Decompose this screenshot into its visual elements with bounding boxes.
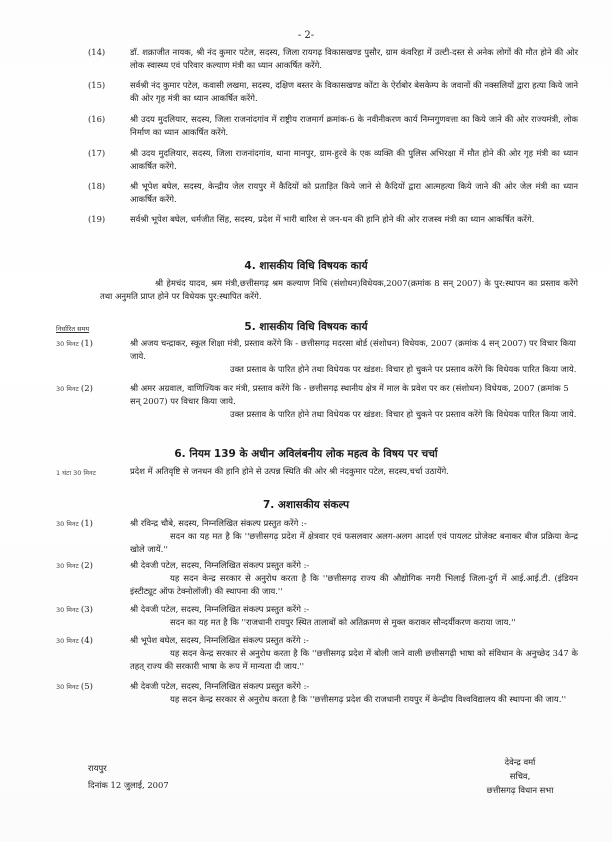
resolution-item xyxy=(130,603,578,629)
item-number: (4) xyxy=(80,636,93,646)
date: दिनांक 12 जुलाई, 2007 xyxy=(88,780,169,790)
time-text: 30 मिनट xyxy=(56,606,79,614)
section-6-heading: 6. नियम 139 के अधीन अविलंबनीय लोक महत्व के विषय पर चर्चा xyxy=(174,448,438,460)
page-number: - 2- xyxy=(297,30,315,41)
section-4-heading: 4. शासकीय विधि विषयक कार्य xyxy=(244,260,368,272)
bill-text: श्री अजय चन्द्राकर, स्कूल शिक्षा मंत्री, प्रस्ताव करेंगे कि - छत्तीसगढ़ मदरसा बोर्ड (संशोधन) विधेयक, 2007 (क्रमांक 4 सन् 2007) पर विचार किया जाये. xyxy=(130,338,576,361)
resolution-text: यह सदन केन्द्र सरकार से अनुरोध करता है कि ''छत्तीसगढ़ प्रदेश की राजधानी रायपुर में केन्द्रीय विश्वविद्यालय की स्थापना की जाय.'' xyxy=(170,694,567,704)
item-number: (17) xyxy=(88,148,106,158)
attention-item xyxy=(88,213,578,226)
bill-followup: उक्त प्रस्ताव के पारित होने तथा विधेयक पर खंडश: विचार हो चुकने पर प्रस्ताव करेंगे कि विधेयक पारित किया जाये. xyxy=(230,409,577,419)
time-text: 30 मिनट xyxy=(56,637,79,645)
item-number: (14) xyxy=(88,47,106,57)
bill-item xyxy=(130,382,578,421)
section-4-text: श्री हेमचंद यादव, श्रम मंत्री,छत्तीसगढ़ श्रम कल्याण निधि (संशोधन)विधेयक,2007(क्रमांक 8 सन् 2007) के पुर:स्थापन का प्रस्ताव करेंगे तथा अनुमति प्राप्त होने पर विधेयक पुर:स्थापित करेंगे. xyxy=(100,278,578,301)
time-allotted xyxy=(56,605,93,615)
resolution-item xyxy=(130,634,578,673)
time-text: 30 मिनट xyxy=(56,385,79,393)
resolution-mover: श्री रविन्द्र चौबे, सदस्य, निम्नलिखित संकल्प प्रस्तुत करेंगे :- xyxy=(130,518,307,528)
time-allotted xyxy=(56,636,93,646)
item-text: श्री उदय मुदलियार, सदस्य, जिला राजनांदगांव, थाना मानपुर, ग्राम-हुरवे के एक व्यक्ति की पुलिस अभिरक्षा में मौत होने की ओर गृह मंत्री का ध्यान आकर्षित करेंगे. xyxy=(130,148,578,171)
signatory-title: सचिव, xyxy=(509,771,531,781)
resolution-mover: श्री भूपेश बघेल, सदस्य, निम्नलिखित संकल्प प्रस्तुत करेंगे :- xyxy=(130,635,309,645)
time-text: 30 मिनट xyxy=(56,520,79,528)
schedule-label: निर्धारित समय xyxy=(56,325,90,333)
attention-item xyxy=(88,147,578,173)
time-allotted xyxy=(56,561,93,571)
item-number: (1) xyxy=(80,339,93,349)
section-6-text: प्रदेश में अतिवृष्टि से जनधन की हानि होने से उत्पन्न स्थिति की ओर श्री नंदकुमार पटेल, सदस्य,चर्चा उठायेंगे. xyxy=(130,466,449,476)
item-text: सर्वश्री भूपेश बघेल, धर्मजीत सिंह, सदस्य, प्रदेश में भारी बारिश से जन-धन की हानि होने की ओर राजस्व मंत्री का ध्यान आकर्षित करेंगे. xyxy=(130,214,535,224)
item-number: (15) xyxy=(88,80,106,90)
time-allotted xyxy=(56,519,93,529)
resolution-mover: श्री देवजी पटेल, सदस्य, निम्नलिखित संकल्प प्रस्तुत करेंगे :- xyxy=(130,681,310,691)
item-text: श्री भूपेश बघेल, सदस्य, केन्द्रीय जेल रायपुर में कैदियों को प्रताड़ित किये जाने से कैदियों द्वारा आत्महत्या किये जाने की ओर जेल मंत्री का ध्यान आकर्षित करेंगे. xyxy=(130,181,578,204)
item-text: डॉ. शक्राजीत नायक, श्री नंद कुमार पटेल, सदस्य, जिला रायगढ़ विकासखण्ड पुसौर, ग्राम कंवरिहा में उल्टी-दस्त से अनेक लोगों की मौत होने की ओर लोक स्वास्थ्य एवं परिवार कल्याण मंत्री का ध्यान आकर्षित करेंगे. xyxy=(130,47,578,70)
time-text: 30 मिनट xyxy=(56,683,79,691)
signatory-name: देवेन्द्र वर्मा xyxy=(504,757,536,767)
section-7-heading: 7. अशासकीय संकल्प xyxy=(262,499,350,511)
attention-item xyxy=(88,46,578,72)
resolution-item xyxy=(130,559,578,598)
time-allotted xyxy=(56,339,93,349)
time-allotted xyxy=(56,384,93,394)
item-number: (3) xyxy=(80,605,93,615)
resolution-mover: श्री देवजी पटेल, सदस्य, निम्नलिखित संकल्प प्रस्तुत करेंगे :- xyxy=(130,604,310,614)
footer-place-date xyxy=(88,760,169,794)
resolution-text: सदन का यह मत है कि ''राजधानी रायपुर स्थित तालाबों को अतिक्रमण से मुक्त कराकर सौन्दर्यीकरण कराया जाय.'' xyxy=(170,617,516,627)
item-text: सर्वश्री नंद कुमार पटेल, कवासी लखमा, सदस्य, दक्षिण बस्तर के विकासखण्ड कोंटा के ऐर्राबोर बेसकेम्प के जवानों की नक्सलियों द्वारा हत्या किये जाने की ओर गृह मंत्री का ध्यान आकर्षित करेंगे. xyxy=(130,80,578,103)
resolution-text: सदन का यह मत है कि ''छत्तीसगढ़ प्रदेश में क्षेत्रवार एवं फसलवार अलग-अलग आदर्श एवं पायलट प्रोजेक्ट बनाकर बीज प्रक्रिया केन्द्र खोले जायें.'' xyxy=(130,531,578,554)
item-number: (1) xyxy=(80,519,93,529)
resolution-item xyxy=(130,517,578,556)
attention-item xyxy=(88,113,578,139)
section-5-heading: 5. शासकीय विधि विषयक कार्य xyxy=(244,321,368,333)
item-number: (2) xyxy=(80,384,93,394)
resolution-mover: श्री देवजी पटेल, सदस्य, निम्नलिखित संकल्प प्रस्तुत करेंगे :- xyxy=(130,560,310,570)
item-number: (19) xyxy=(88,214,106,224)
attention-item xyxy=(88,180,578,206)
bill-followup: उक्त प्रस्ताव के पारित होने तथा विधेयक पर खंडश: विचार हो चुकने पर प्रस्ताव करेंगे कि विधेयक पारित किया जाये. xyxy=(230,364,577,374)
time-allotted: 1 घंटा 30 मिनट xyxy=(56,469,96,477)
time-text: 30 मिनट xyxy=(56,340,79,348)
item-text: श्री उदय मुदलियार, सदस्य, जिला राजनांदगांव में राष्ट्रीय राजमार्ग क्रमांक-6 के नवीनीकरण कार्य निम्नगुणवत्ता का किये जाने की ओर राज्यमंत्री, लोक निर्माण का ध्यान आकर्षित करेंगे. xyxy=(130,114,578,137)
place: रायपुर xyxy=(88,763,107,773)
resolution-text: यह सदन केन्द्र सरकार से अनुरोध करता है कि ''छत्तीसगढ़ राज्य की औद्योगिक नगरी भिलाई जिला-दुर्ग में आई.आई.टी. (इंडियन इंस्टीट्यूट ऑफ टेक्नोलॉजी) की स्थापना की जाय.'' xyxy=(130,573,578,596)
attention-item xyxy=(88,79,578,105)
item-number: (18) xyxy=(88,181,106,191)
bill-item xyxy=(130,337,578,376)
time-text: 30 मिनट xyxy=(56,562,79,570)
item-number: (16) xyxy=(88,114,106,124)
signatory-org: छत्तीसगढ़ विधान सभा xyxy=(486,785,554,795)
resolution-text: यह सदन केन्द्र सरकार से अनुरोध करता है कि ''छत्तीसगढ़ प्रदेश में बोली जाने वाली छत्तीसगढ़ी भाषा को संविधान के अनुच्छेद 347 के तहत् राज्य की सरकारी भाषा के रूप में मान्यता दी जाय.'' xyxy=(130,648,578,671)
item-number: (5) xyxy=(80,682,93,692)
item-number: (2) xyxy=(80,561,93,571)
time-allotted xyxy=(56,682,93,692)
signature-block xyxy=(450,755,590,797)
bill-text: श्री अमर अग्रवाल, वाणिज्यिक कर मंत्री, प्रस्ताव करेंगे कि - छत्तीसगढ़ स्थानीय क्षेत्र में माल के प्रवेश पर कर (संशोधन) विधेयक, 2007 (क्रमांक 5 सन् 2007) पर विचार किया जाये. xyxy=(130,383,569,406)
resolution-item xyxy=(130,680,578,706)
